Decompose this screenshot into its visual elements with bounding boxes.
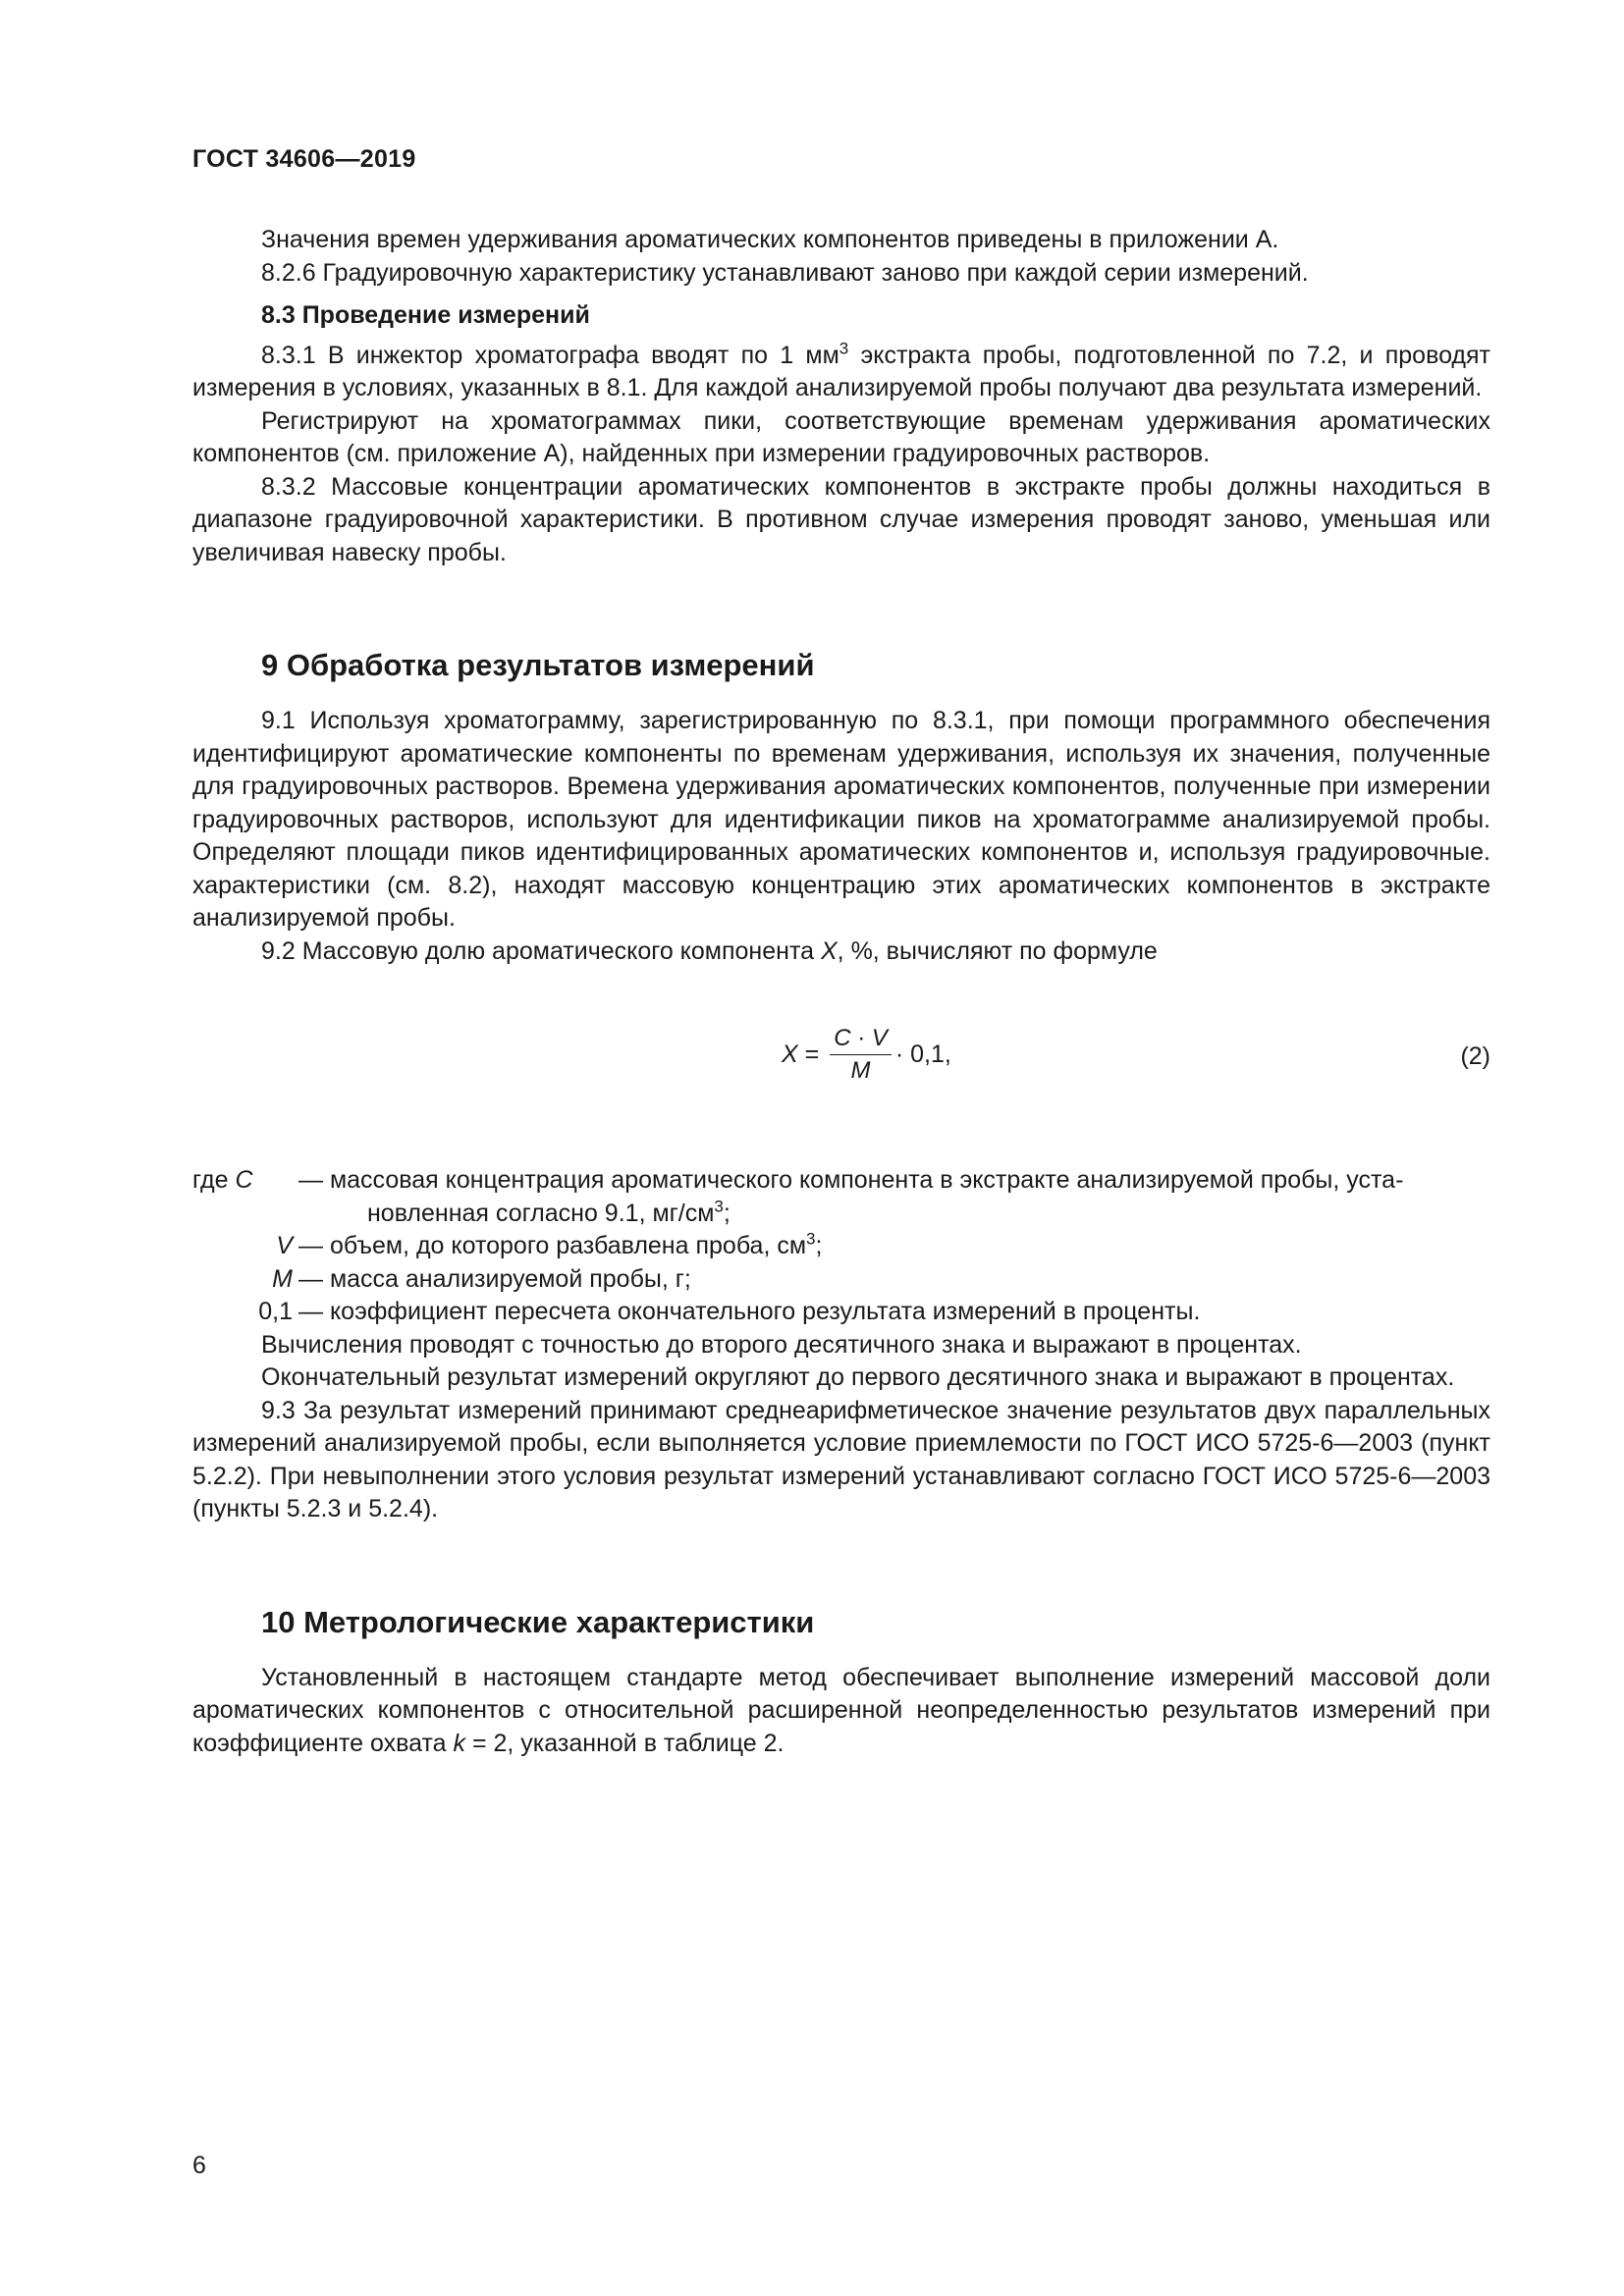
formula-numerator: C · V	[830, 1025, 892, 1055]
formula-lhs: X	[782, 1040, 798, 1068]
definition-V: V — объем, до которого разбавлена проба, $см^3$;	[276, 1229, 823, 1259]
section-title-10: 10 Метрологические характеристики	[261, 1604, 815, 1639]
formula-2	[192, 1007, 1490, 1125]
document-header: ГОСТ 34606—2019	[192, 145, 416, 173]
subheading-8-3: 8.3 Проведение измерений	[261, 301, 590, 329]
formula-expression	[782, 1025, 951, 1085]
definition-M: M — масса анализируемой пробы, г;	[272, 1264, 691, 1293]
formula-equals: =	[797, 1040, 827, 1068]
formula-tail: · 0,1,	[894, 1040, 951, 1068]
page-number: 6	[192, 2152, 206, 2179]
paragraph-calculation-precision: Вычисления проводят с точностью до второго десятичного знака и выражают в процентах.	[261, 1330, 1302, 1359]
definition-coefficient: 0,1 — коэффициент пересчета окончательного результата измерений в проценты.	[258, 1298, 1201, 1325]
paragraph-9-1: 9.1 Используя хроматограмму, зарегистрированную по 8.3.1, при помощи программного обеспечения идентифицируют ароматические компоненты по временам удерживания, используя их значения, полученные для градуировочных растворов. Времена удерживания ароматических компонентов, полученные при измерении градуировочных растворов, используют для идентификации пиков на хроматограмме анализируемой пробы. Определяют площади пиков идентифицированных ароматических компонентов и, используя градуировочные. характеристики (см. 8.2), находят массовую концентрацию этих ароматических компонентов в экстракте анализируемой пробы.	[192, 707, 1490, 932]
formula-number: (2)	[1460, 1042, 1490, 1070]
paragraph-9-2: 9.2 Массовую долю ароматического компонента X, %, вычисляют по формуле	[261, 936, 1158, 965]
paragraph-8-3-2: 8.3.2 Массовые концентрации ароматических компонентов в экстракте пробы должны находиться в диапазоне градуировочной характеристики. В противном случае измерения проводят заново, уменьшая или увеличивая навеску пробы.	[192, 472, 1490, 566]
paragraph-retention-times: Значения времен удерживания ароматических компонентов приведены в приложении А.	[261, 226, 1279, 253]
variable-definitions	[192, 1164, 1490, 1329]
paragraph-8-2-6: 8.2.6 Градуировочную характеристику устанавливают заново при каждой серии измерений.	[261, 258, 1309, 287]
paragraph-final-rounding: Окончательный результат измерений округляют до первого десятичного знака и выражают в процентах.	[261, 1363, 1455, 1391]
paragraph-9-3: 9.3 За результат измерений принимают среднеарифметическое значение результатов двух параллельных измерений анализируемой пробы, если выполняется условие приемлемости по ГОСТ ИСО 5725-6—2003 (пункт 5.2.2). При невыполнении этого условия результат измерений устанавливают согласно ГОСТ ИСО 5725-6—2003 (пункты 5.2.3 и 5.2.4).	[192, 1396, 1490, 1522]
section-title-9: 9 Обработка результатов измерений	[261, 648, 815, 682]
paragraph-8-3-1: 8.3.1 В инжектор хроматографа вводят по 1 $мм^3$ экстракта пробы, подготовленной по 7.2, и проводят измерения в условиях, указанных в 8.1. Для каждой анализируемой пробы получают два результата измерений.	[192, 339, 1491, 401]
page-content	[192, 224, 1490, 1760]
formula-denominator: M	[850, 1057, 871, 1084]
formula-fraction	[830, 1025, 892, 1085]
paragraph-10: Установленный в настоящем стандарте метод обеспечивает выполнение измерений массовой доли ароматических компонентов с относительной расширенной неопределенностью результатов измерений при коэффициенте охвата k = 2, указанной в таблице 2.	[192, 1663, 1490, 1757]
paragraph-register-peaks: Регистрируют на хроматограммах пики, соответствующие временам удерживания ароматических компонентов (см. приложение А), найденных при измерении градуировочных растворов.	[192, 406, 1490, 467]
definition-C: где C — массовая концентрация ароматического компонента в экстракте анализируемой пробы, уста- новленная согласно 9.1, $мг/см^3$;	[192, 1166, 1404, 1227]
